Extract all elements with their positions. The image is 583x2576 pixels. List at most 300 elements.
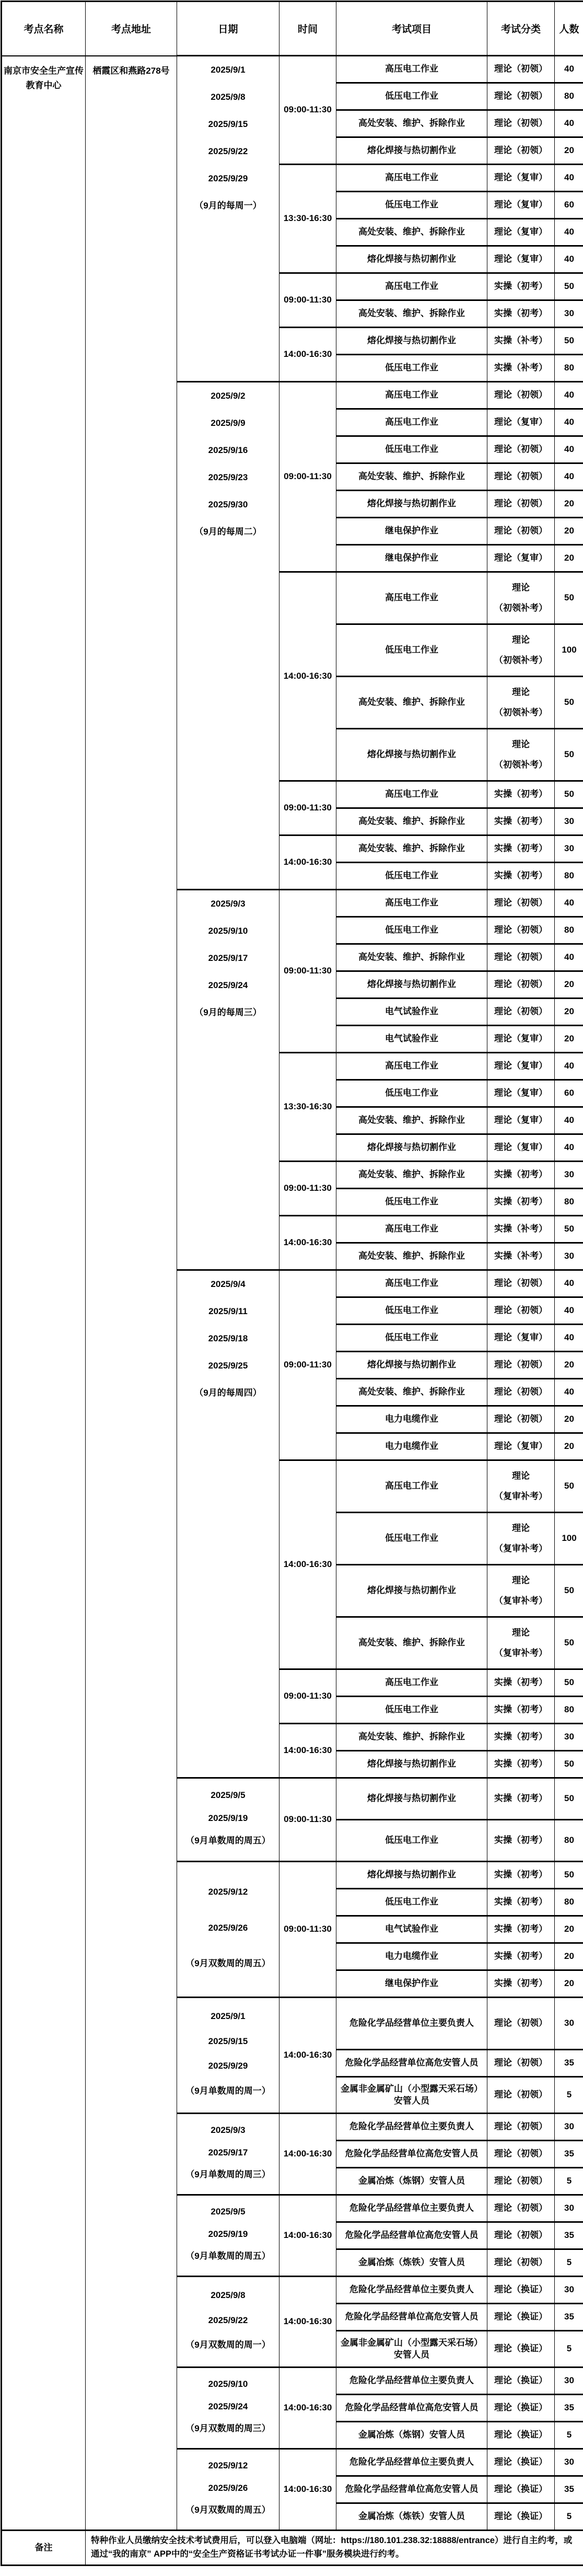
exam-item-cell: 低压电工作业 (336, 436, 487, 463)
exam-item-cell: 熔化焊接与热切割作业 (336, 1778, 487, 1820)
exam-category-line: （复审补考） (494, 1491, 547, 1501)
headcount-cell: 35 (555, 2141, 583, 2168)
date-line: 2025/9/29 (208, 173, 248, 183)
exam-category-cell: 理论（复审） (487, 246, 555, 273)
time-cell: 14:00-16:30 (279, 2277, 336, 2368)
headcount-cell: 20 (555, 1433, 583, 1460)
exam-category-lines (487, 626, 554, 675)
headcount-cell: 40 (555, 110, 583, 137)
date-line: 2025/9/15 (208, 119, 248, 129)
exam-category-cell: 实操（初考） (487, 1778, 555, 1820)
exam-item-cell: 高压电工作业 (336, 781, 487, 808)
headcount-cell: 5 (555, 2249, 583, 2277)
exam-item-cell: 电力电缆作业 (336, 1406, 487, 1433)
exam-item-cell: 高压电工作业 (336, 1270, 487, 1297)
date-stack (177, 2196, 279, 2273)
exam-category-cell: 理论（复审） (487, 1053, 555, 1080)
date-cell (177, 382, 279, 890)
exam-category-cell: 理论（初领） (487, 1406, 555, 1433)
exam-category-cell: 理论（换证） (487, 2503, 555, 2531)
exam-item-cell: 熔化焊接与热切割作业 (336, 328, 487, 355)
exam-category-cell: 理论（初领） (487, 518, 555, 545)
exam-item-cell: 危险化学品经营单位主要负责人 (336, 2114, 487, 2141)
exam-category-cell: 理论（换证） (487, 2395, 555, 2422)
date-line: 2025/9/12 (208, 2460, 248, 2470)
headcount-cell: 40 (555, 1107, 583, 1134)
date-cell (177, 2277, 279, 2368)
table-header (2, 2, 583, 56)
header-row (2, 2, 583, 56)
exam-item-cell: 高处安装、维护、拆除作业 (336, 836, 487, 863)
exam-item-cell: 金属非金属矿山（小型露天采石场）安管人员 (336, 2077, 487, 2114)
headcount-cell: 20 (555, 545, 583, 572)
headcount-cell: 50 (555, 1778, 583, 1820)
headcount-cell: 20 (555, 1026, 583, 1053)
exam-item-cell: 高处安装、维护、拆除作业 (336, 1724, 487, 1751)
exam-category-cell: 实操（初考） (487, 863, 555, 890)
site-name-cell (2, 56, 86, 2531)
exam-item-cell: 低压电工作业 (336, 1325, 487, 1352)
exam-category-cell: 实操（初考） (487, 1970, 555, 1998)
headcount-cell: 30 (555, 836, 583, 863)
exam-category-cell: 理论（复审） (487, 1107, 555, 1134)
exam-item-cell: 高处安装、维护、拆除作业 (336, 677, 487, 729)
exam-schedule-page (0, 1, 583, 2566)
date-stack (177, 2114, 279, 2191)
date-line: （9月单数周的周一） (185, 2085, 271, 2096)
exam-category-cell: 理论（复审） (487, 1080, 555, 1107)
headcount-cell: 40 (555, 944, 583, 971)
exam-category-cell: 理论（初领） (487, 2249, 555, 2277)
headcount-cell: 30 (555, 1162, 583, 1189)
column-header: 日期 (177, 2, 279, 56)
date-cell (177, 2114, 279, 2195)
exam-category-cell: 理论（换证） (487, 2449, 555, 2476)
exam-item-cell: 危险化学品经营单位高危安管人员 (336, 2304, 487, 2331)
date-line: 2025/9/3 (211, 898, 246, 909)
exam-category-cell: 实操（初考） (487, 1724, 555, 1751)
headcount-cell: 50 (555, 1617, 583, 1669)
exam-category-cell: 理论（初领） (487, 917, 555, 944)
exam-category-cell: 理论（初领） (487, 2168, 555, 2195)
headcount-cell: 5 (555, 2422, 583, 2449)
date-line: （9月双数周的周一） (185, 2339, 271, 2350)
date-line: 2025/9/19 (208, 1813, 248, 1823)
headcount-cell: 30 (555, 2277, 583, 2304)
exam-item-cell: 高压电工作业 (336, 890, 487, 917)
exam-category-cell: 实操（初考） (487, 836, 555, 863)
date-line: 2025/9/8 (211, 91, 246, 102)
date-line: 2025/9/2 (211, 390, 246, 401)
exam-category-cell: 理论（换证） (487, 2368, 555, 2395)
exam-category-cell: 理论（初领） (487, 1379, 555, 1406)
exam-category-cell: 理论（复审） (487, 165, 555, 192)
time-cell: 14:00-16:30 (279, 836, 336, 890)
time-cell: 14:00-16:30 (279, 2368, 336, 2449)
exam-item-cell: 继电保护作业 (336, 1970, 487, 1998)
exam-category-line: 理论 (512, 1575, 530, 1585)
exam-category-line: （复审补考） (494, 1647, 547, 1658)
column-header: 考试项目 (336, 2, 487, 56)
headcount-cell: 40 (555, 463, 583, 491)
column-header: 考点名称 (2, 2, 86, 56)
exam-category-cell: 理论（初领） (487, 2114, 555, 2141)
date-cell (177, 2449, 279, 2531)
time-cell: 14:00-16:30 (279, 2195, 336, 2277)
headcount-cell: 35 (555, 2050, 583, 2077)
exam-category-cell: 理论（初领） (487, 890, 555, 917)
headcount-cell: 50 (555, 677, 583, 729)
headcount-cell: 30 (555, 2114, 583, 2141)
exam-item-cell: 低压电工作业 (336, 1820, 487, 1862)
time-cell: 13:30-16:30 (279, 1053, 336, 1162)
date-stack (177, 2368, 279, 2445)
date-line: 2025/9/11 (208, 1306, 248, 1316)
exam-item-cell: 高处安装、维护、拆除作业 (336, 1107, 487, 1134)
exam-category-lines (487, 574, 554, 623)
date-cell (177, 1998, 279, 2114)
time-cell: 09:00-11:30 (279, 273, 336, 328)
exam-item-cell: 高处安装、维护、拆除作业 (336, 1162, 487, 1189)
exam-item-cell: 高处安装、维护、拆除作业 (336, 300, 487, 328)
headcount-cell: 50 (555, 1565, 583, 1617)
table-row (2, 56, 583, 83)
date-stack (177, 890, 279, 1026)
time-cell: 14:00-16:30 (279, 1724, 336, 1778)
date-line: 2025/9/16 (208, 445, 248, 455)
date-line: 2025/9/19 (208, 2229, 248, 2239)
exam-category-cell (487, 1617, 555, 1669)
date-stack (177, 56, 279, 219)
exam-item-cell: 熔化焊接与热切割作业 (336, 137, 487, 165)
exam-item-cell: 继电保护作业 (336, 545, 487, 572)
exam-category-cell (487, 677, 555, 729)
date-line: 2025/9/12 (208, 1886, 248, 1897)
exam-category-line: （复审补考） (494, 1543, 547, 1553)
date-line: 2025/9/8 (211, 2290, 246, 2301)
headcount-cell: 50 (555, 781, 583, 808)
exam-category-cell: 理论（初领） (487, 1998, 555, 2050)
exam-item-cell: 金属冶炼（炼钢）安管人员 (336, 2168, 487, 2195)
exam-category-line: （初领补考） (494, 602, 547, 613)
exam-item-cell: 危险化学品经营单位高危安管人员 (336, 2050, 487, 2077)
date-line: 2025/9/4 (211, 1279, 246, 1289)
exam-category-cell: 实操（补考） (487, 1243, 555, 1270)
exam-category-cell: 实操（初考） (487, 1189, 555, 1216)
date-line: 2025/9/1 (211, 2011, 246, 2022)
exam-item-cell: 高压电工作业 (336, 56, 487, 83)
headcount-cell: 40 (555, 1325, 583, 1352)
exam-category-line: （复审补考） (494, 1595, 547, 1606)
column-header: 考试分类 (487, 2, 555, 56)
headcount-cell: 35 (555, 2476, 583, 2503)
headcount-cell: 40 (555, 219, 583, 246)
date-line: （9月的每周一） (194, 200, 262, 211)
headcount-cell: 20 (555, 1970, 583, 1998)
headcount-cell: 30 (555, 1243, 583, 1270)
date-line: （9月双数周的周五） (185, 1958, 271, 1969)
headcount-cell: 50 (555, 1751, 583, 1778)
exam-item-cell: 继电保护作业 (336, 518, 487, 545)
exam-item-cell: 危险化学品经营单位高危安管人员 (336, 2141, 487, 2168)
exam-category-cell: 理论（初领） (487, 382, 555, 409)
exam-category-cell (487, 1565, 555, 1617)
headcount-cell: 30 (555, 808, 583, 836)
headcount-cell: 20 (555, 518, 583, 545)
exam-item-cell: 金属冶炼（炼铁）安管人员 (336, 2503, 487, 2531)
exam-category-lines (487, 1462, 554, 1511)
exam-schedule-table (1, 1, 583, 2566)
date-line: 2025/9/5 (211, 1790, 246, 1800)
exam-category-cell: 实操（初考） (487, 1751, 555, 1778)
headcount-cell: 30 (555, 300, 583, 328)
headcount-cell: 30 (555, 2368, 583, 2395)
exam-category-cell: 理论（初领） (487, 2141, 555, 2168)
exam-item-cell: 高压电工作业 (336, 1460, 487, 1513)
headcount-cell: 40 (555, 1134, 583, 1162)
headcount-cell: 35 (555, 2395, 583, 2422)
exam-category-cell: 实操（初考） (487, 781, 555, 808)
date-cell (177, 2368, 279, 2449)
exam-category-cell: 理论（初领） (487, 2077, 555, 2114)
headcount-cell: 80 (555, 917, 583, 944)
headcount-cell: 50 (555, 1460, 583, 1513)
time-cell: 09:00-11:30 (279, 1862, 336, 1998)
exam-category-lines (487, 730, 554, 780)
exam-category-line: （初领补考） (494, 759, 547, 770)
headcount-cell: 80 (555, 1820, 583, 1862)
headcount-cell: 20 (555, 1352, 583, 1379)
exam-item-cell: 低压电工作业 (336, 1697, 487, 1724)
exam-item-cell: 高压电工作业 (336, 165, 487, 192)
exam-category-cell (487, 1513, 555, 1565)
headcount-cell: 80 (555, 83, 583, 110)
exam-item-cell: 危险化学品经营单位高危安管人员 (336, 2222, 487, 2249)
date-line: （9月双数周的周三） (185, 2423, 271, 2434)
exam-category-cell: 理论（初领） (487, 971, 555, 999)
exam-item-cell: 低压电工作业 (336, 1889, 487, 1916)
headcount-cell: 30 (555, 2195, 583, 2222)
exam-item-cell: 危险化学品经营单位主要负责人 (336, 2195, 487, 2222)
date-line: 2025/9/3 (211, 2125, 246, 2135)
site-name: 南京市安全生产宣传教育中心 (4, 65, 84, 90)
exam-category-cell: 实操（初考） (487, 808, 555, 836)
headcount-cell: 50 (555, 328, 583, 355)
headcount-cell: 40 (555, 56, 583, 83)
headcount-cell: 40 (555, 436, 583, 463)
date-line: 2025/9/25 (208, 1360, 248, 1371)
exam-category-cell: 理论（初领） (487, 999, 555, 1026)
time-cell: 14:00-16:30 (279, 1998, 336, 2114)
date-line: 2025/9/17 (208, 953, 248, 963)
exam-item-cell: 危险化学品经营单位主要负责人 (336, 1998, 487, 2050)
headcount-cell: 20 (555, 1916, 583, 1943)
date-stack (177, 2277, 279, 2364)
exam-category-lines (487, 1514, 554, 1563)
exam-category-cell: 理论（初领） (487, 463, 555, 491)
headcount-cell: 50 (555, 1862, 583, 1889)
exam-category-cell: 实操（初考） (487, 1820, 555, 1862)
date-line: （9月的每周四） (194, 1387, 262, 1398)
date-line: 2025/9/29 (208, 2061, 248, 2071)
exam-item-cell: 危险化学品经营单位主要负责人 (336, 2277, 487, 2304)
exam-category-line: 理论 (512, 1470, 530, 1481)
headcount-cell: 35 (555, 2222, 583, 2249)
headcount-cell: 50 (555, 1216, 583, 1243)
exam-item-cell: 电力电缆作业 (336, 1943, 487, 1970)
date-line: 2025/9/22 (208, 2315, 248, 2325)
exam-item-cell: 低压电工作业 (336, 1297, 487, 1325)
exam-category-cell: 理论（初领） (487, 83, 555, 110)
remarks-text-cell: 特种作业人员缴纳安全技术考试费用后，可以登入电脑端（网址：https://180.101.238.32:18888/entrance）进行自主约考，或通过“我的南京” APP中的“安全生产资格证书考试办证一件事”服务模块进行约考。 (86, 2531, 583, 2566)
time-cell: 09:00-11:30 (279, 1669, 336, 1724)
headcount-cell: 30 (555, 1724, 583, 1751)
exam-item-cell: 低压电工作业 (336, 1513, 487, 1565)
headcount-cell: 80 (555, 1189, 583, 1216)
exam-item-cell: 危险化学品经营单位高危安管人员 (336, 2476, 487, 2503)
exam-item-cell: 低压电工作业 (336, 1080, 487, 1107)
date-line: 2025/9/22 (208, 146, 248, 156)
exam-category-lines (487, 678, 554, 727)
headcount-cell: 30 (555, 1998, 583, 2050)
exam-category-lines (487, 1619, 554, 1668)
exam-item-cell: 高压电工作业 (336, 409, 487, 436)
exam-item-cell: 高压电工作业 (336, 1669, 487, 1697)
exam-category-lines (487, 1567, 554, 1616)
exam-category-cell: 理论（复审） (487, 1433, 555, 1460)
date-line: 2025/9/10 (208, 925, 248, 936)
exam-item-cell: 高压电工作业 (336, 1053, 487, 1080)
date-cell (177, 2195, 279, 2277)
headcount-cell: 40 (555, 1053, 583, 1080)
time-cell: 14:00-16:30 (279, 2114, 336, 2195)
exam-category-line: （初领补考） (494, 655, 547, 665)
headcount-cell: 50 (555, 1669, 583, 1697)
headcount-cell: 50 (555, 572, 583, 624)
time-cell: 09:00-11:30 (279, 56, 336, 165)
exam-category-cell: 实操（初考） (487, 273, 555, 300)
time-cell: 09:00-11:30 (279, 1270, 336, 1460)
exam-item-cell: 高处安装、维护、拆除作业 (336, 1617, 487, 1669)
exam-category-cell: 理论（换证） (487, 2277, 555, 2304)
exam-category-cell: 理论（换证） (487, 2422, 555, 2449)
exam-category-cell: 理论（初领） (487, 1297, 555, 1325)
headcount-cell: 20 (555, 971, 583, 999)
headcount-cell: 5 (555, 2077, 583, 2114)
time-cell: 14:00-16:30 (279, 328, 336, 382)
exam-item-cell: 高处安装、维护、拆除作业 (336, 944, 487, 971)
exam-item-cell: 低压电工作业 (336, 1189, 487, 1216)
time-cell: 09:00-11:30 (279, 890, 336, 1053)
time-cell: 14:00-16:30 (279, 2449, 336, 2531)
exam-category-cell: 理论（复审） (487, 1026, 555, 1053)
table-footer (2, 2531, 583, 2566)
exam-item-cell: 熔化焊接与热切割作业 (336, 491, 487, 518)
exam-category-cell: 实操（初考） (487, 1669, 555, 1697)
date-line: 2025/9/24 (208, 980, 248, 990)
headcount-cell: 50 (555, 729, 583, 781)
exam-category-cell: 理论（换证） (487, 2331, 555, 2368)
exam-category-cell: 实操（补考） (487, 355, 555, 382)
exam-item-cell: 低压电工作业 (336, 917, 487, 944)
exam-item-cell: 高压电工作业 (336, 382, 487, 409)
headcount-cell: 5 (555, 2331, 583, 2368)
headcount-cell: 30 (555, 2449, 583, 2476)
exam-category-cell: 实操（初考） (487, 1162, 555, 1189)
exam-item-cell: 熔化焊接与热切割作业 (336, 1134, 487, 1162)
exam-item-cell: 金属冶炼（炼铁）安管人员 (336, 2249, 487, 2277)
exam-item-cell: 高压电工作业 (336, 273, 487, 300)
exam-category-cell (487, 729, 555, 781)
date-line: （9月单数周的周五） (185, 1836, 271, 1846)
exam-item-cell: 低压电工作业 (336, 355, 487, 382)
date-line: 2025/9/5 (211, 2206, 246, 2217)
site-address: 栖霞区和燕路278号 (92, 65, 170, 76)
exam-item-cell: 电力电缆作业 (336, 1433, 487, 1460)
exam-category-cell (487, 1460, 555, 1513)
exam-item-cell: 低压电工作业 (336, 624, 487, 677)
exam-category-line: 理论 (512, 634, 530, 645)
schedule-body (2, 56, 583, 2531)
column-header: 时间 (279, 2, 336, 56)
exam-category-cell: 理论（初领） (487, 436, 555, 463)
exam-category-line: 理论 (512, 1523, 530, 1533)
column-header: 考点地址 (86, 2, 177, 56)
headcount-cell: 5 (555, 2503, 583, 2531)
exam-item-cell: 低压电工作业 (336, 83, 487, 110)
time-cell: 09:00-11:30 (279, 382, 336, 572)
exam-item-cell: 危险化学品经营单位主要负责人 (336, 2368, 487, 2395)
headcount-cell: 35 (555, 2304, 583, 2331)
exam-category-cell: 理论（复审） (487, 409, 555, 436)
exam-category-line: 理论 (512, 687, 530, 697)
date-cell (177, 1778, 279, 1862)
headcount-cell: 40 (555, 890, 583, 917)
exam-category-cell: 理论（初领） (487, 2222, 555, 2249)
headcount-cell: 50 (555, 273, 583, 300)
time-cell: 14:00-16:30 (279, 1216, 336, 1270)
date-stack (177, 1271, 279, 1407)
date-line: 2025/9/26 (208, 1922, 248, 1933)
remarks-label-cell: 备注 (2, 2531, 86, 2566)
exam-category-cell: 理论（初领） (487, 944, 555, 971)
exam-item-cell: 高处安装、维护、拆除作业 (336, 110, 487, 137)
headcount-cell: 40 (555, 382, 583, 409)
headcount-cell: 40 (555, 165, 583, 192)
headcount-cell: 20 (555, 137, 583, 165)
exam-item-cell: 熔化焊接与热切割作业 (336, 971, 487, 999)
exam-item-cell: 熔化焊接与热切割作业 (336, 1751, 487, 1778)
date-cell (177, 1270, 279, 1778)
headcount-cell: 100 (555, 1513, 583, 1565)
exam-category-line: 理论 (512, 739, 530, 749)
exam-category-cell: 理论（初领） (487, 2050, 555, 2077)
time-cell: 09:00-11:30 (279, 1778, 336, 1862)
exam-category-line: 理论 (512, 582, 530, 593)
date-cell (177, 1862, 279, 1998)
exam-item-cell: 高处安装、维护、拆除作业 (336, 219, 487, 246)
exam-category-cell: 理论（初领） (487, 56, 555, 83)
date-stack (177, 1998, 279, 2110)
exam-category-line: 理论 (512, 1627, 530, 1638)
exam-item-cell: 低压电工作业 (336, 192, 487, 219)
date-line: 2025/9/17 (208, 2147, 248, 2157)
date-stack (177, 1779, 279, 1858)
exam-category-cell: 理论（复审） (487, 192, 555, 219)
date-line: 2025/9/10 (208, 2378, 248, 2389)
exam-category-cell: 实操（补考） (487, 328, 555, 355)
exam-category-cell: 理论（初领） (487, 110, 555, 137)
